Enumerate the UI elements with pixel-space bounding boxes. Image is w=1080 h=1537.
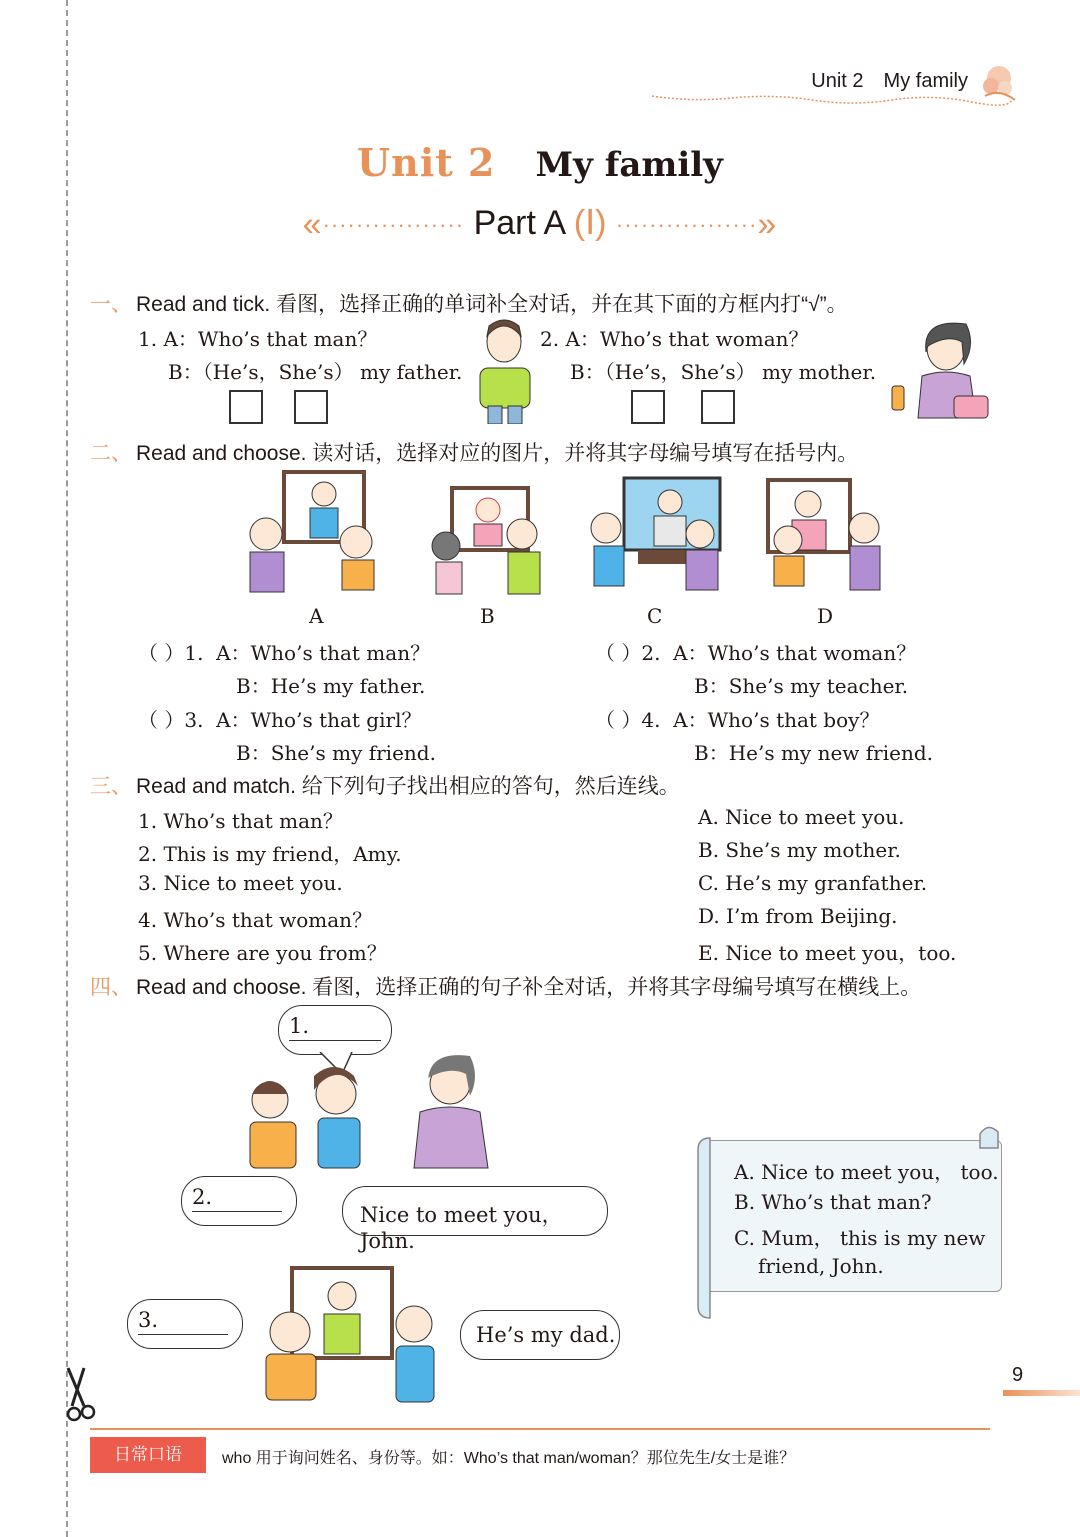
picture-b-illustration [430,486,546,598]
speech-bubble-1 [278,1005,392,1055]
item-question: A：Who’s that girl？ [216,708,422,732]
item-number: 2. [641,641,661,665]
match-left-1[interactable]: 1. Who’s that man？ [138,809,343,833]
tick-box-he[interactable] [229,390,263,424]
section-1-number: 一、 [90,293,132,316]
part-number: (Ⅰ) [573,204,607,242]
tick-box-she-2[interactable] [701,390,735,424]
scene-2-illustration [250,1266,450,1406]
left-dots: ················· [322,212,465,238]
item-question: A：Who’s that woman？ [673,641,917,665]
s2-item2 [595,637,916,666]
picture-c-illustration [588,476,724,596]
match-right-e[interactable]: E. Nice to meet you，too. [698,941,957,965]
s2-item4-b: B：He’s my new friend. [694,741,934,765]
page-number: 9 [1012,1364,1024,1386]
s2-item4 [595,704,879,733]
tick-box-she[interactable] [294,390,328,424]
caption-c: C [647,604,663,628]
section-2-number: 二、 [90,442,132,465]
part-label: Part A [473,204,565,242]
section-2-heading [90,437,858,467]
section-4-heading [90,971,921,1001]
blank-1-number: 1. [289,1014,310,1038]
title-topic: My family [535,145,723,185]
option-c-cont: friend, John. [758,1254,884,1278]
right-arrow-icon: » [757,205,778,244]
header-unit: Unit 2 [811,70,864,92]
option-b: B. Who’s that man? [734,1190,932,1214]
item-question: A：Who’s that man？ [216,641,431,665]
blank-3-line[interactable] [138,1334,228,1335]
item-question: A：Who’s that boy？ [673,708,880,732]
section-4-number: 四、 [90,976,132,999]
s2-item2-b: B：She’s my teacher. [694,674,909,698]
bubble-dad-text: He’s my dad. [476,1323,616,1347]
section-3-instruction: Read and match. 给下列句子找出相应的答句，然后连线。 [136,775,680,798]
daily-speech-tag: 日常口语 [90,1437,206,1473]
blank-2-number: 2. [192,1185,213,1209]
section-4-instruction: Read and choose. 看图，选择正确的句子补全对话，并将其字母编号填写在横线上。 [136,976,922,999]
footer-note: who 用于询问姓名、身份等。如：Who’s that man/woman？那位先生/女士是谁？ [222,1450,796,1467]
speech-bubble-2 [181,1176,297,1226]
scene-1-illustration [240,1050,500,1176]
woman-illustration [890,322,994,422]
man-illustration [470,318,540,424]
answer-paren-4[interactable]: （ ） [595,708,642,732]
blank-3-number: 3. [138,1308,159,1332]
blank-2-line[interactable] [192,1211,282,1212]
s2-item3-b: B：She’s my friend. [236,741,436,765]
caption-b: B [480,604,495,628]
page-number-bar [1003,1390,1080,1396]
section-1-instruction: Read and tick. 看图，选择正确的单词补全对话，并在其下面的方框内打“√”。 [136,293,848,316]
speech-bubble-nice [342,1186,608,1253]
match-right-c[interactable]: C. He’s my granfather. [698,871,928,895]
s1-q2-a: 2. A：Who’s that woman？ [540,327,809,351]
match-left-5[interactable]: 5. Where are you from？ [138,941,387,965]
tick-box-he-2[interactable] [631,390,665,424]
match-left-4[interactable]: 4. Who’s that woman？ [138,908,373,932]
match-right-b[interactable]: B. She’s my mother. [698,838,901,862]
s1-q1-b: B：（He’s，She’s） my father. [168,360,463,384]
section-2-instruction: Read and choose. 读对话，选择对应的图片，并将其字母编号填写在括号内。 [136,442,859,465]
item-number: 1. [184,641,204,665]
caption-d: D [817,604,834,628]
section-3-number: 三、 [90,775,132,798]
part-heading [0,203,1080,245]
s2-item1 [138,637,430,666]
header-rule [650,88,1020,108]
match-right-d[interactable]: D. I’m from Beijing. [698,904,898,928]
caption-a: A [309,604,324,628]
item-number: 3. [184,708,204,732]
s1-q2-b: B：（He’s，She’s） my mother. [570,360,877,384]
bubble-nice-text: Nice to meet you，John. [360,1203,563,1253]
s1-q1-a: 1. A：Who’s that man？ [138,327,378,351]
answer-paren-3[interactable]: （ ） [138,708,185,732]
scroll-curl-icon [694,1120,1006,1320]
page-title [0,140,1080,185]
option-a: A. Nice to meet you， too. [734,1160,999,1184]
header-topic: My family [883,70,968,92]
answer-paren-1[interactable]: （ ） [138,641,185,665]
option-c: C. Mum， this is my new [734,1226,986,1250]
speech-bubble-dad [460,1310,620,1360]
s2-item3 [138,704,421,733]
match-left-3[interactable]: 3. Nice to meet you. [138,871,343,895]
picture-d-illustration [764,478,884,596]
scissors-icon [64,1366,104,1426]
picture-a-illustration [246,470,386,598]
footer-rule [90,1428,990,1430]
answer-paren-2[interactable]: （ ） [595,641,642,665]
right-dots: ················· [615,212,758,238]
section-1-heading [90,288,848,318]
s2-item1-b: B：He’s my father. [236,674,426,698]
item-number: 4. [641,708,661,732]
match-right-a[interactable]: A. Nice to meet you. [698,805,905,829]
left-arrow-icon: « [302,205,323,244]
blank-1-line[interactable] [289,1040,381,1041]
match-left-2[interactable]: 2. This is my friend，Amy. [138,842,402,866]
speech-bubble-3 [127,1299,243,1349]
title-unit: Unit 2 [357,140,496,185]
section-3-heading [90,770,680,800]
